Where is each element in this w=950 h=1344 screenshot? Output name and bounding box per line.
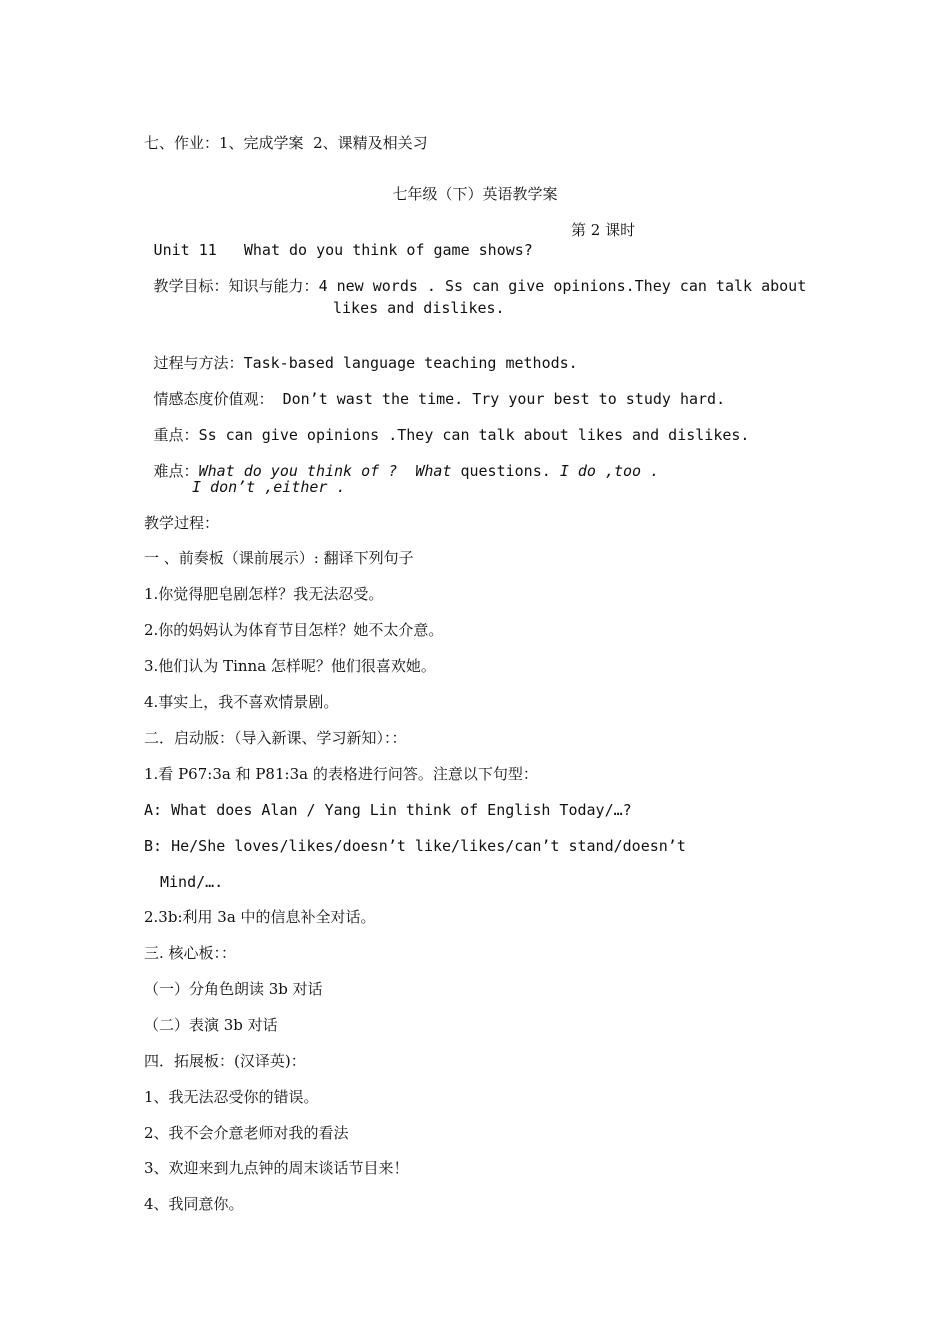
dialogue-line-b-continued: Mind/….: [160, 873, 224, 891]
section1-item-3: 3.他们认为 Tinna 怎样呢？他们很喜欢她。: [144, 657, 436, 675]
objectives-continuation: likes and dislikes.: [333, 299, 505, 317]
section2-item-1: 1.看 P67:3a 和 P81:3a 的表格进行问答。注意以下句型：: [144, 765, 538, 783]
difficult-point-4: I do ,too .: [559, 462, 660, 480]
objectives-text: 4 new words . Ss can give opinions.They can talk about: [318, 277, 807, 295]
difficult-point-1: What do you think of ?: [198, 462, 398, 480]
section4-item-4: 4、我同意你。: [144, 1195, 244, 1213]
process-method-text: Task-based language teaching methods.: [243, 354, 578, 372]
section4-item-1: 1、我无法忍受你的错误。: [144, 1088, 319, 1106]
dialogue-line-a: A: What does Alan / Yang Lin think of English Today/…?: [144, 801, 632, 819]
section4-heading: 四．拓展板：(汉译英)：: [144, 1052, 306, 1070]
unit-title: Unit 11 What do you think of game shows?: [153, 241, 533, 259]
lesson-number: 第 2 课时: [571, 221, 636, 239]
difficult-points-line-2: I don’t ,either .: [192, 478, 346, 496]
section3-item-2: （二）表演 3b 对话: [144, 1016, 278, 1034]
section1-item-4: 4.事实上，我不喜欢情景剧。: [144, 693, 339, 711]
section1-heading: 一 、前奏板（课前展示）: 翻译下列句子: [144, 549, 414, 567]
difficult-point-3: questions.: [451, 462, 560, 480]
attitude-label: 情感态度价值观：: [153, 390, 274, 408]
document-title: 七年级（下）英语教学案: [392, 185, 558, 203]
key-points-text: Ss can give opinions .They can talk about likes and dislikes.: [198, 426, 750, 444]
difficult-points-line: [144, 441, 659, 481]
section1-item-1: 1.你觉得肥皂剧怎样？我无法忍受。: [144, 585, 384, 603]
process-method-line: [144, 333, 578, 373]
section3-heading: 三. 核心板：：: [144, 944, 237, 962]
key-points-label: 重点：: [153, 426, 199, 444]
difficult-point-2: What: [415, 462, 452, 480]
section4-item-3: 3、欢迎来到九点钟的周末谈话节目来！: [144, 1159, 409, 1177]
attitude-text: Don’t wast the time. Try your best to study hard.: [273, 390, 726, 408]
difficult-points-label: 难点：: [153, 462, 199, 480]
homework-line: 七、作业：1、完成学案 2、课精及相关习: [144, 134, 428, 152]
teaching-process-heading: 教学过程：: [144, 514, 220, 532]
section4-item-2: 2、我不会介意老师对我的看法: [144, 1124, 349, 1142]
key-points-line: [144, 405, 749, 445]
objectives-label: 教学目标：知识与能力：: [153, 277, 319, 295]
objectives-line: [144, 256, 806, 296]
process-method-label: 过程与方法：: [153, 354, 244, 372]
section1-item-2: 2.你的妈妈认为体育节目怎样？她不太介意。: [144, 621, 444, 639]
section2-item-2: 2.3b:利用 3a 中的信息补全对话。: [144, 908, 376, 926]
dialogue-line-b: B: He/She loves/likes/doesn’t like/likes/can’t stand/doesn’t: [144, 837, 686, 855]
attitude-line: [144, 369, 725, 409]
section2-heading: 二．启动版：（导入新课、学习新知）：：: [144, 729, 407, 747]
section3-item-1: （一）分角色朗读 3b 对话: [144, 980, 323, 998]
